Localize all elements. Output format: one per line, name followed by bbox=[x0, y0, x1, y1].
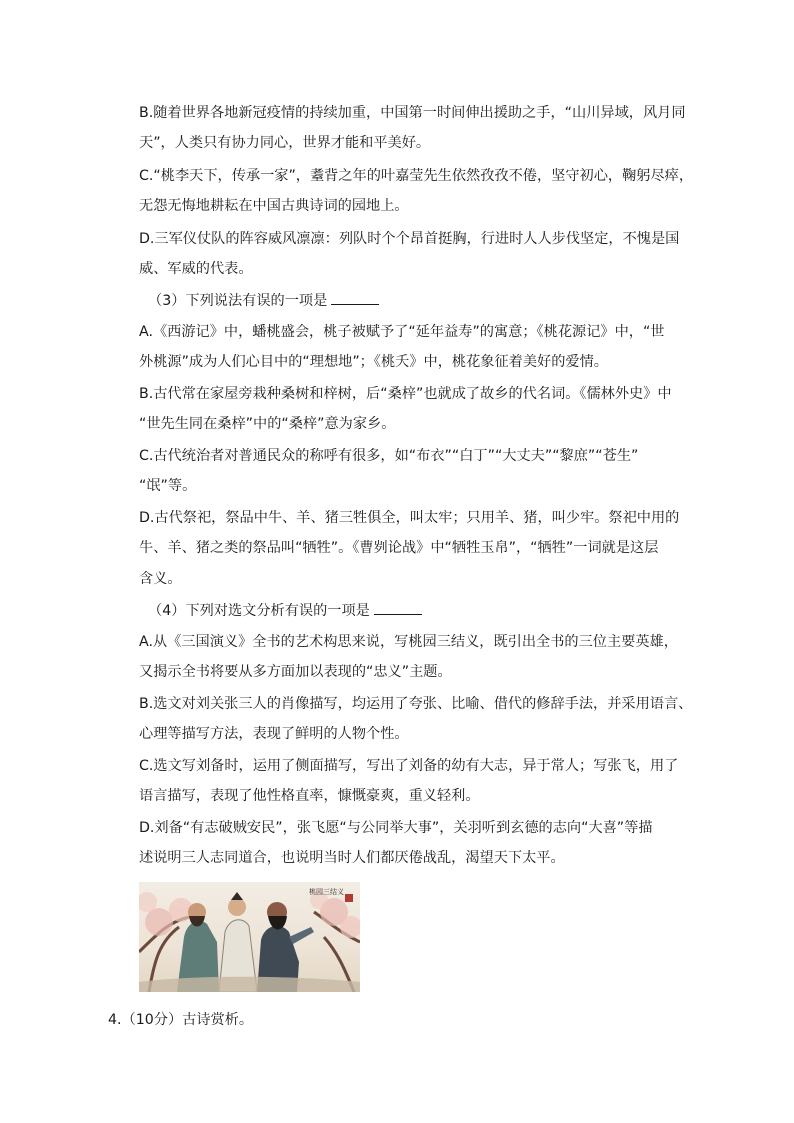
text-line: 心理等描写方法，表现了鲜明的人物个性。 bbox=[139, 726, 409, 742]
text-line: C.古代统治者对普通民众的称呼有很多，如“布衣”“白丁”“大丈夫”“黎庶”“苍生” bbox=[139, 448, 639, 464]
text-line: 无怨无悔地耕耘在中国古典诗词的园地上。 bbox=[139, 198, 409, 214]
question-3-text: （3）下列说法有误的一项是 bbox=[148, 293, 328, 309]
text-line: “世先生同在桑梓”中的“桑梓”意为家乡。 bbox=[139, 416, 396, 432]
text-line: 天”，人类只有协力同心，世界才能和平美好。 bbox=[139, 135, 431, 151]
peach-garden-painting bbox=[139, 882, 360, 992]
painting-inscription: 桃园三结义 bbox=[309, 888, 344, 896]
question-4-text: （4）下列对选文分析有误的一项是 bbox=[148, 603, 370, 619]
text-line: D.刘备“有志破贼安民”，张飞愿“与公同举大事”，关羽听到玄德的志向“大喜”等描 bbox=[139, 820, 653, 836]
question-4-heading: 4.（10分）古诗赏析。 bbox=[108, 1012, 254, 1028]
text-line: 含义。 bbox=[139, 571, 182, 587]
question-4 bbox=[148, 600, 422, 621]
painting-image bbox=[139, 882, 360, 992]
text-line: A.从《三国演义》全书的艺术构思来说，写桃园三结义，既引出全书的三位主要英雄， bbox=[139, 634, 678, 650]
text-line: 外桃源”成为人们心目中的“理想地”；《桃夭》中，桃花象征着美好的爱情。 bbox=[139, 354, 608, 370]
text-line: 语言描写，表现了他性格直率，慷慨豪爽，重义轻利。 bbox=[139, 788, 480, 804]
text-line: B.古代常在家屋旁栽种桑树和梓树，后“桑梓”也就成了故乡的代名词。《儒林外史》中 bbox=[139, 386, 672, 402]
text-line: 牛、羊、猪之类的祭品叫“牺牲”。《曹刿论战》中“牺牲玉帛”，“牺牲”一词就是这层 bbox=[139, 540, 659, 556]
text-line: 述说明三人志同道合，也说明当时人们都厌倦战乱，渴望天下太平。 bbox=[139, 850, 565, 866]
text-line: B.选文对刘关张三人的肖像描写，均运用了夸张、比喻、借代的修辞手法，并采用语言、 bbox=[139, 696, 693, 712]
question-3 bbox=[148, 290, 379, 311]
text-line: D.古代祭祀，祭品中牛、羊、猪三牲俱全，叫太牢；只用羊、猪，叫少牢。祭祀中用的 bbox=[139, 510, 680, 526]
text-line: C.选文写刘备时，运用了侧面描写，写出了刘备的幼有大志，异于常人；写张飞，用了 bbox=[139, 758, 679, 774]
text-line: A.《西游记》中，蟠桃盛会，桃子被赋予了“延年益寿”的寓意；《桃花源记》中，“世 bbox=[139, 324, 665, 340]
text-line: 又揭示全书将要从多方面加以表现的“忠义”主题。 bbox=[139, 664, 452, 680]
text-line: “氓”等。 bbox=[139, 478, 197, 494]
answer-blank[interactable] bbox=[374, 600, 422, 615]
answer-blank[interactable] bbox=[331, 290, 379, 305]
text-line: D.三军仪仗队的阵容威风凛凛：列队时个个昂首挺胸，行进时人人步伐坚定，不愧是国 bbox=[139, 231, 680, 247]
text-line: C.“桃李天下，传承一家”，耋背之年的叶嘉莹先生依然孜孜不倦，坚守初心，鞠躬尽瘁， bbox=[139, 168, 694, 184]
text-line: B.随着世界各地新冠疫情的持续加重，中国第一时间伸出援助之手，“山川异域，风月同 bbox=[139, 105, 686, 121]
text-line: 威、军威的代表。 bbox=[139, 261, 253, 277]
